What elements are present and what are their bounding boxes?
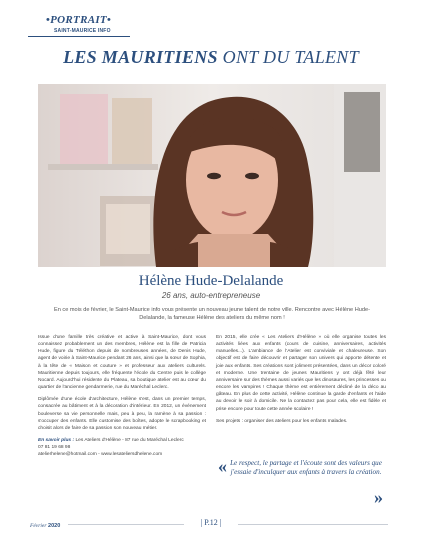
footer-rule-left [68,524,184,525]
magazine-name: SAINT-MAURICE INFO [54,28,111,34]
intro-paragraph: En ce mois de février, le Saint-Maurice info vous présente un nouveau jeune talent de notre ville. Rencontre avec Hélène Hude-Delalande, la fameuse Hélène des ateliers du même nom ! [54,307,370,321]
person-name: Hélène Hude-Delalande [138,273,284,289]
page-headline [0,47,422,68]
footer-date [30,523,60,529]
headline-light: ONT DU TALENT [222,47,359,67]
portrait-illustration [38,84,386,267]
person-subtitle: 26 ans, auto-entrepreneuse [161,291,261,300]
info-address: Les Ateliers d'Hélène - 87 rue du Maréchal Leclerc [75,438,184,444]
info-web: atelierhelene@hotmail.com - www.lesateliersdhelene.com [38,452,163,458]
quote-open-mark: « [218,456,227,476]
footer-rule-right [238,524,388,525]
footer-year: 2020 [48,523,61,529]
footer-month: Février [30,523,47,529]
info-label: En savoir plus : [38,438,75,444]
page-number: | P.12 | [200,518,222,527]
right-paragraph-1: En 2015, elle crée « Les Ateliers d'Hélène » où elle organise toutes les activités liées aux enfants (cours de cuisine, anniversaires, activités manuelles...). L'ambiance de l'Atelier est conviviale et chaleureuse. Son objectif est de faire découvrir et partager son univers qui apporte détente et joie aux enfants. Ses créations sont joliment présentées, dans un décor coloré et moderne. Une trentaine de jeunes Mauritiens y ont déjà fêté leur anniversaire sur des thèmes aussi variés que les dinosaures, les princesses ou encore les vampires ! Chaque thème est entièrement décliné de la déco au gâteau. En plus de cette activité, Hélène continue la garde d'enfants et l'aide au devoir le soir à domicile. Ne la contactez pas pour cela, elle est fidèle et prise encore pour toute cette année scolaire ! [216,335,386,412]
right-paragraph-2: Ses projets : organiser des ateliers pour les enfants malades. [216,418,348,424]
info-phone: 07 81 19 68 98 [38,445,71,451]
portrait-photo [38,84,386,267]
headline-bold: LES MAURITIENS [63,47,218,67]
left-paragraph-2: Diplômée d'une école d'architecture, Hélène s'est, dans un premier temps, consacrée au bâtiment et à la décoration d'intérieur. En 2012, un événement bouleverse sa vie personnelle mais, peu à peu, la ramène à sa passion : s'occuper des enfants. Elle customise des boîtes, adopte le scrapbooking et choisit alors de faire de sa passion son nouveau métier. [38,397,206,431]
pull-quote: Le respect, le partage et l'écoute sont des valeurs que j'essaie d'inculquer aux enfants à travers la création. [230,459,382,477]
left-paragraph-1: Issue d'une famille très créative et active à Saint-Maurice, dont vous connaissez probablement un des membres, Hélène est la fille de Patricia Hude, figure du Téléthon depuis de nombreuses années, de Denis Hude, agent de voirie à Saint-Maurice pendant 26 ans, ainsi que la sœur de Sophia, à la tête de « Maison et couture » et professeur aux ateliers culturels. Mauritienne depuis toujours, elle fréquente l'école du Centre puis le collège Nocard. Aujourd'hui résidente du Plateau, sa boutique atelier est au cœur du quartier de l'ancienne gendarmerie, rue du Maréchal Leclerc. [38,335,206,391]
quote-close-mark: » [374,487,383,507]
article-left-column [38,334,206,459]
info-block [38,437,206,458]
article-right-column [216,334,386,430]
header-rule [28,36,130,37]
rubric-label: •PORTRAIT• [46,14,112,26]
